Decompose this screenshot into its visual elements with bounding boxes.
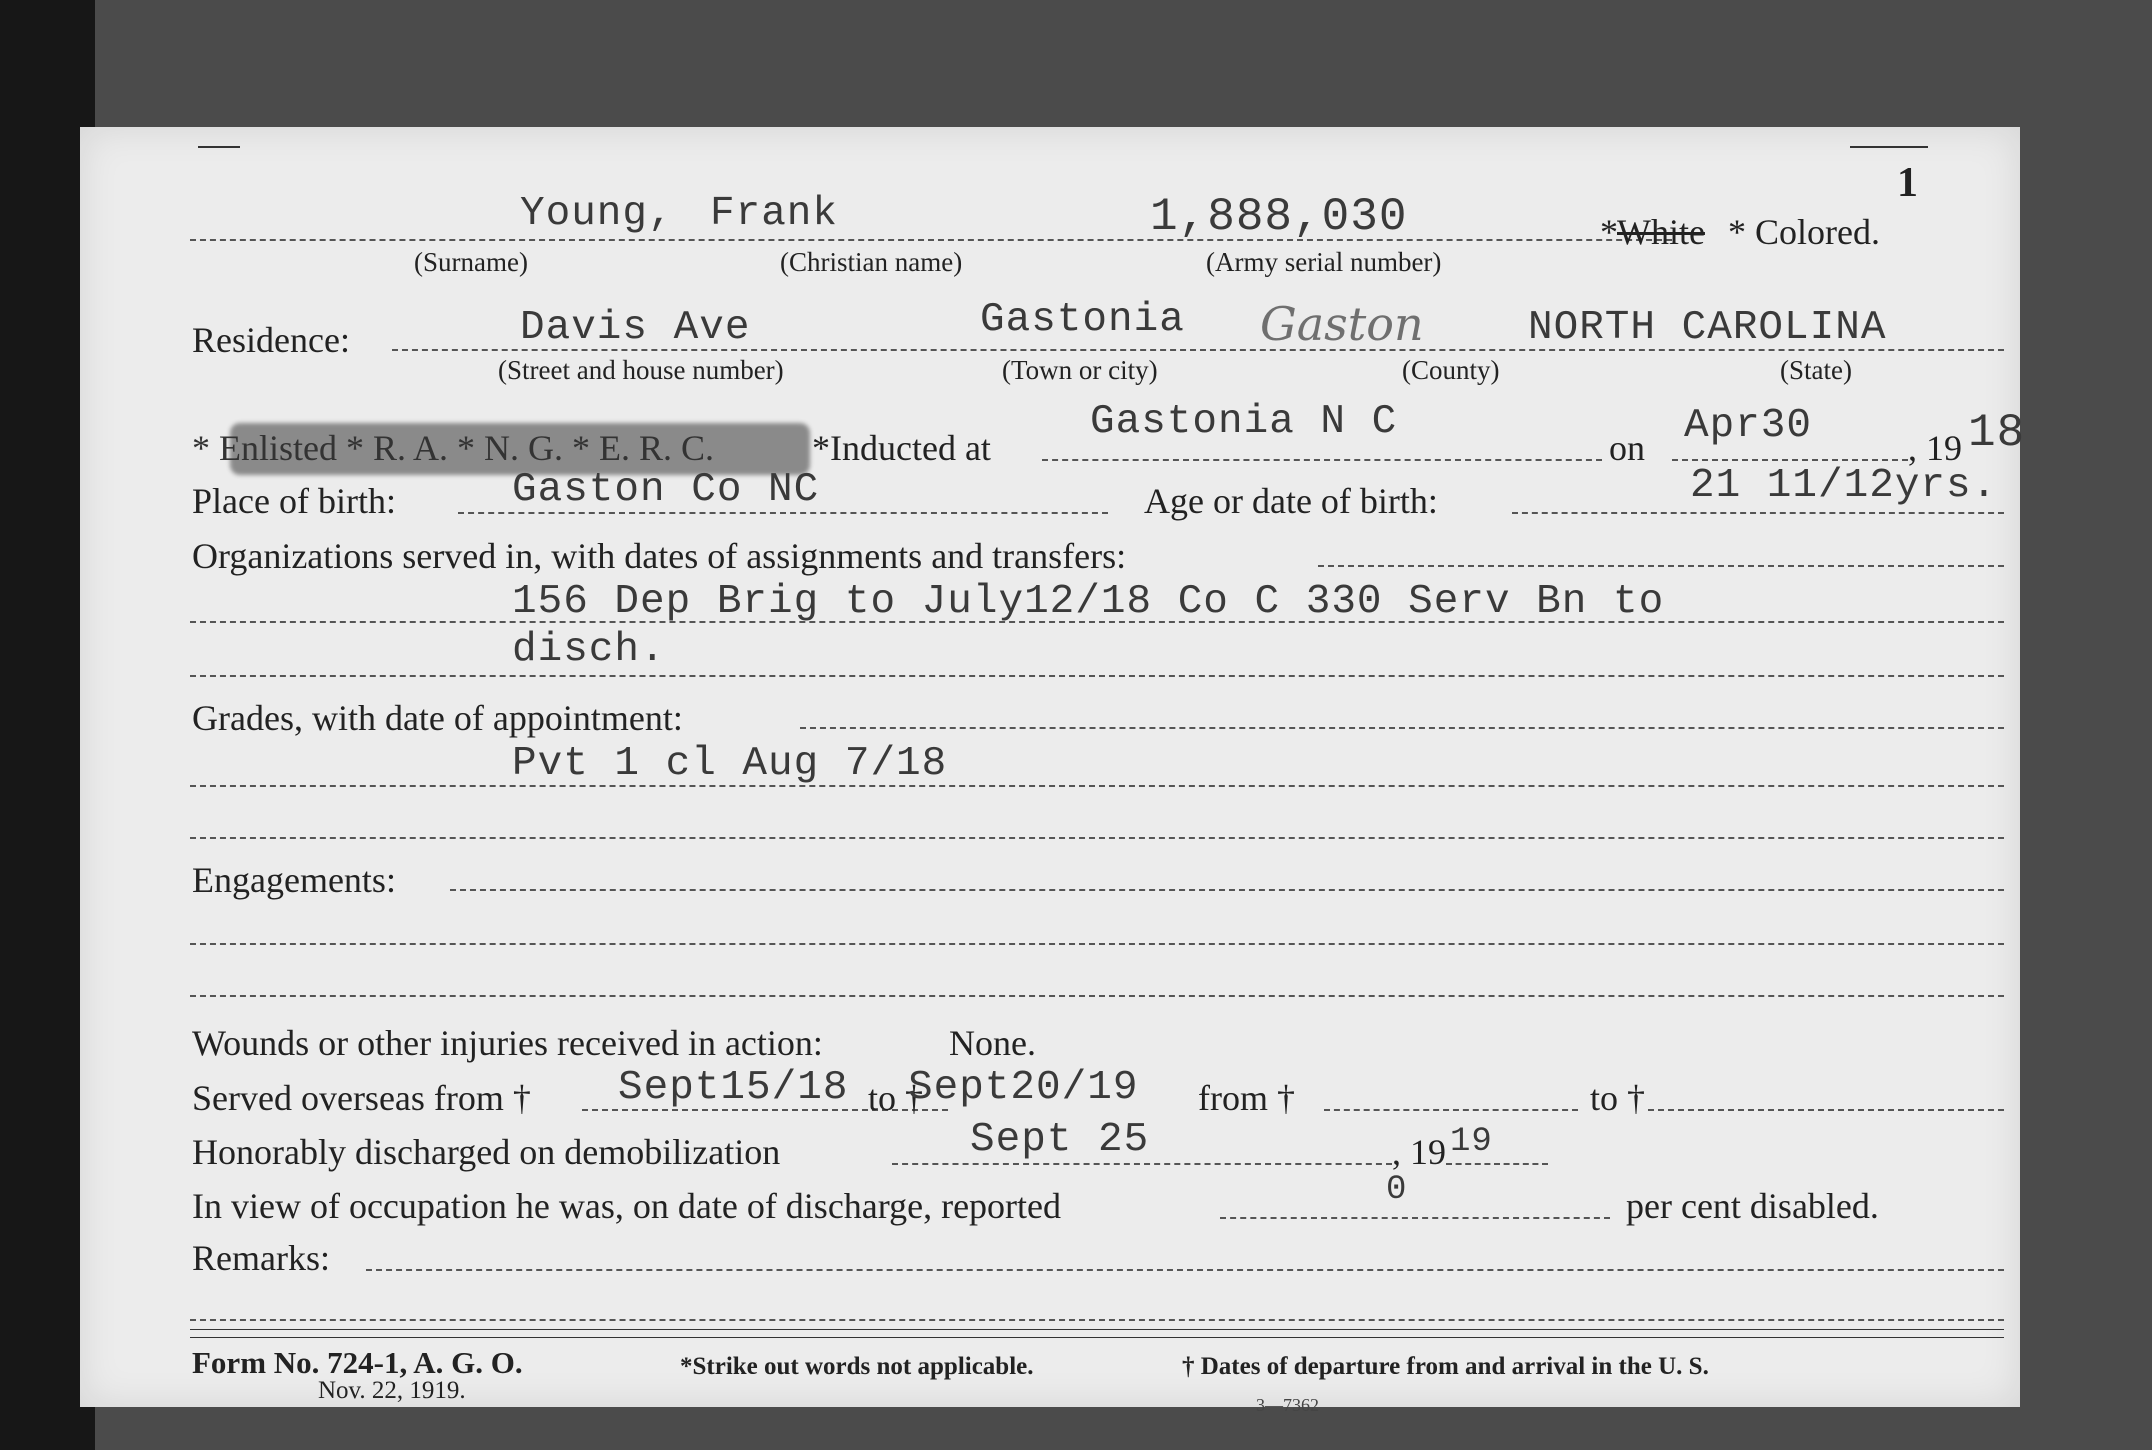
birth-place-label: Place of birth: [192,481,396,521]
residence-label: Residence: [192,320,350,360]
corner-mark [198,146,240,148]
discharge-year-line [1446,1163,1548,1165]
footer-rule-bottom [190,1337,2004,1338]
organizations-line-2 [190,675,2004,677]
town-value: Gastonia [980,297,1185,343]
race-star: * [1600,212,1618,252]
card-number: 1 [1897,160,1918,206]
inducted-year-value: 18 [1968,407,2026,459]
overseas-from-label-2: from † [1198,1078,1295,1118]
discharge-label: Honorably discharged on demobilization [192,1132,781,1172]
county-value: Gaston [1260,297,1424,351]
serial-number-label: (Army serial number) [1206,247,1442,277]
race-colored: * Colored. [1728,212,1880,252]
age-value: 21 11/12yrs. [1690,463,1998,509]
organizations-line-0 [1318,565,2004,567]
print-code: 3—7362 [1256,1395,1319,1415]
grades-line-2 [190,837,2004,839]
corner-mark [1850,146,1928,148]
overseas-from-value: Sept15/18 [618,1065,849,1111]
footer-rule-top [190,1329,2004,1330]
remarks-label: Remarks: [192,1238,330,1278]
disability-value: 0 [1386,1171,1408,1209]
disability-line [1220,1217,1610,1219]
organizations-value-line2: disch. [512,627,666,673]
christian-name-label: (Christian name) [780,247,963,277]
christian-name-value: Frank [710,191,839,237]
engagements-line-1 [190,943,2004,945]
town-label: (Town or city) [1002,355,1158,385]
grades-line-0 [800,727,2004,729]
grades-value: Pvt 1 cl Aug 7/18 [512,741,948,787]
overseas-line-3 [1648,1109,2004,1111]
street-label: (Street and house number) [498,355,784,385]
inducted-label: *Inducted at [812,428,991,468]
wounds-value: None. [949,1023,1036,1063]
discharge-year-value: 19 [1450,1123,1493,1161]
inducted-year-prefix: , 19 [1908,428,1962,468]
name-line [190,239,1672,241]
discharge-line [892,1163,1392,1165]
surname-value: Young, [520,191,674,237]
enlisted-options: * Enlisted * R. A. * N. G. * E. R. C. [192,428,715,468]
on-label: on [1609,428,1645,468]
remarks-line-1 [366,1269,2004,1271]
serial-number-value: 1,888,030 [1150,191,1408,243]
organizations-label: Organizations served in, with dates of assignments and transfers: [192,536,1127,576]
inducted-date-line [1672,459,1908,461]
discharge-date-value: Sept 25 [970,1117,1150,1163]
overseas-to-label-1: to † [868,1078,924,1118]
disability-suffix: per cent disabled. [1626,1186,1879,1226]
footnote-strike: *Strike out words not applicable. [680,1353,1034,1380]
organizations-value-line1: 156 Dep Brig to July12/18 Co C 330 Serv Bn to [512,579,1665,625]
discharge-year-prefix: , 19 [1392,1132,1446,1172]
engagements-line-2 [190,995,2004,997]
inducted-place-value: Gastonia N C [1090,399,1398,445]
form-number: Form No. 724-1, A. G. O. [192,1345,523,1380]
overseas-to-label-2: to † [1590,1078,1646,1118]
age-line [1512,512,2004,514]
footnote-dates: † Dates of departure from and arrival in the U. S. [1182,1353,1709,1380]
surname-label: (Surname) [414,247,528,277]
remarks-line-2 [190,1319,2004,1321]
age-label: Age or date of birth: [1144,481,1438,521]
disability-label: In view of occupation he was, on date of discharge, reported [192,1186,1062,1226]
service-record-card [80,127,2026,1415]
birth-place-value: Gaston Co NC [512,467,820,513]
street-value: Davis Ave [520,305,751,351]
wounds-label: Wounds or other injuries received in action: [192,1023,823,1063]
state-label: (State) [1780,355,1852,385]
inducted-date-value: Apr30 [1684,403,1813,449]
inducted-place-line [1042,459,1602,461]
overseas-from-label: Served overseas from † [192,1078,531,1118]
state-value: NORTH CAROLINA [1528,305,1887,351]
overseas-line-2 [1324,1109,1578,1111]
engagements-label: Engagements: [192,860,396,900]
grades-label: Grades, with date of appointment: [192,698,683,738]
engagements-line-0 [450,889,2004,891]
overseas-to-value: Sept20/19 [908,1065,1139,1111]
form-date: Nov. 22, 1919. [318,1377,466,1404]
race-white: White [1617,212,1705,252]
grades-line-1 [190,785,2004,787]
county-label: (County) [1402,355,1500,385]
